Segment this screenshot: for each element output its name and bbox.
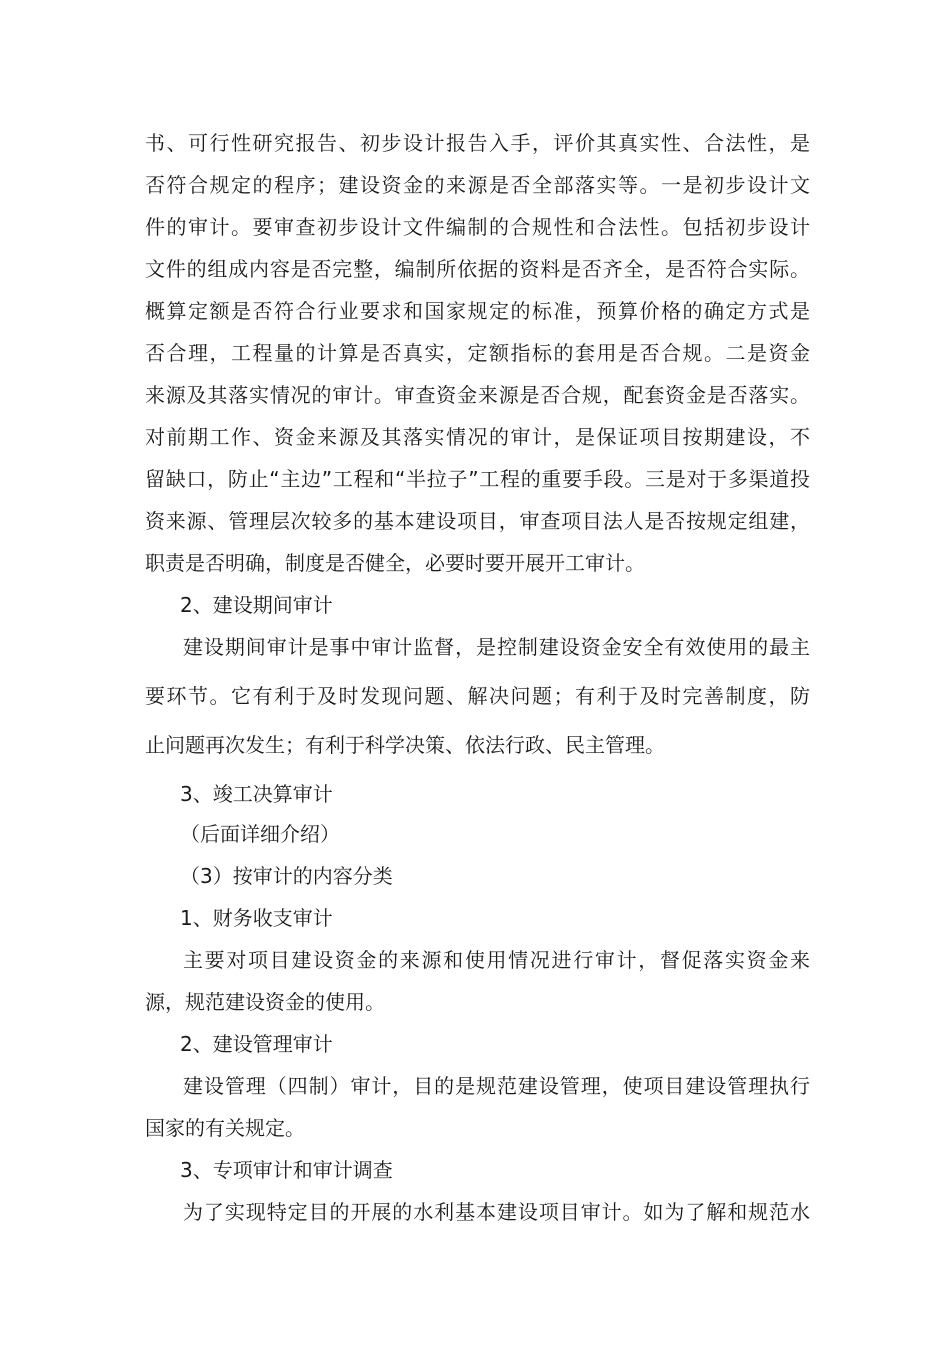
paragraph-line: 国家的有关规定。 bbox=[145, 1116, 305, 1140]
paragraph-line: 资来源、管理层次较多的基本建设项目，审查项目法人是否按规定组建， bbox=[145, 509, 810, 533]
paragraph-line: 否符合规定的程序；建设资金的来源是否全部落实等。一是初步设计文 bbox=[145, 173, 810, 197]
paragraph-line: 对前期工作、资金来源及其落实情况的审计，是保证项目按期建设，不 bbox=[145, 425, 810, 449]
paragraph-line: 件的审计。要审查初步设计文件编制的合规性和合法性。包括初步设计 bbox=[145, 215, 810, 239]
paragraph-line: 留缺口，防止“主边”工程和“半拉子”工程的重要手段。三是对于多渠道投 bbox=[145, 467, 810, 491]
paragraph-line: 源，规范建设资金的使用。 bbox=[145, 990, 385, 1014]
paragraph-line: 来源及其落实情况的审计。审查资金来源是否合规，配套资金是否落实。 bbox=[145, 383, 810, 407]
paragraph-line: 概算定额是否符合行业要求和国家规定的标准，预算价格的确定方式是 bbox=[145, 299, 810, 323]
paragraph-line: 止问题再次发生；有利于科学决策、依法行政、民主管理。 bbox=[145, 733, 665, 757]
paragraph-line: 文件的组成内容是否完整，编制所依据的资料是否齐全，是否符合实际。 bbox=[145, 257, 810, 281]
section-heading-management: 2、建设管理审计 bbox=[180, 1032, 333, 1056]
section-heading-finance: 1、财务收支审计 bbox=[180, 906, 333, 930]
paragraph-line: 职责是否明确，制度是否健全，必要时要开展开工审计。 bbox=[145, 551, 645, 575]
paragraph-line: 要环节。它有利于及时发现问题、解决问题；有利于及时完善制度，防 bbox=[145, 684, 810, 708]
paragraph-line: 主要对项目建设资金的来源和使用情况进行审计，督促落实资金来 bbox=[183, 948, 810, 972]
paragraph-line: 书、可行性研究报告、初步设计报告入手，评价其真实性、合法性，是 bbox=[145, 131, 810, 155]
note-later: （后面详细介绍） bbox=[180, 822, 340, 846]
paragraph-line: 建设期间审计是事中审计监督，是控制建设资金安全有效使用的最主 bbox=[183, 635, 810, 659]
section-heading-by-content: （3）按审计的内容分类 bbox=[180, 864, 393, 888]
section-heading-special: 3、专项审计和审计调查 bbox=[180, 1158, 393, 1182]
paragraph-line: 否合理，工程量的计算是否真实，定额指标的套用是否合规。二是资金 bbox=[145, 341, 810, 365]
paragraph-line: 建设管理（四制）审计，目的是规范建设管理，使项目建设管理执行 bbox=[183, 1074, 810, 1098]
section-heading-construction-period: 2、建设期间审计 bbox=[180, 593, 333, 617]
section-heading-completion: 3、竣工决算审计 bbox=[180, 782, 333, 806]
paragraph-line: 为了实现特定目的开展的水利基本建设项目审计。如为了解和规范水 bbox=[183, 1200, 810, 1224]
